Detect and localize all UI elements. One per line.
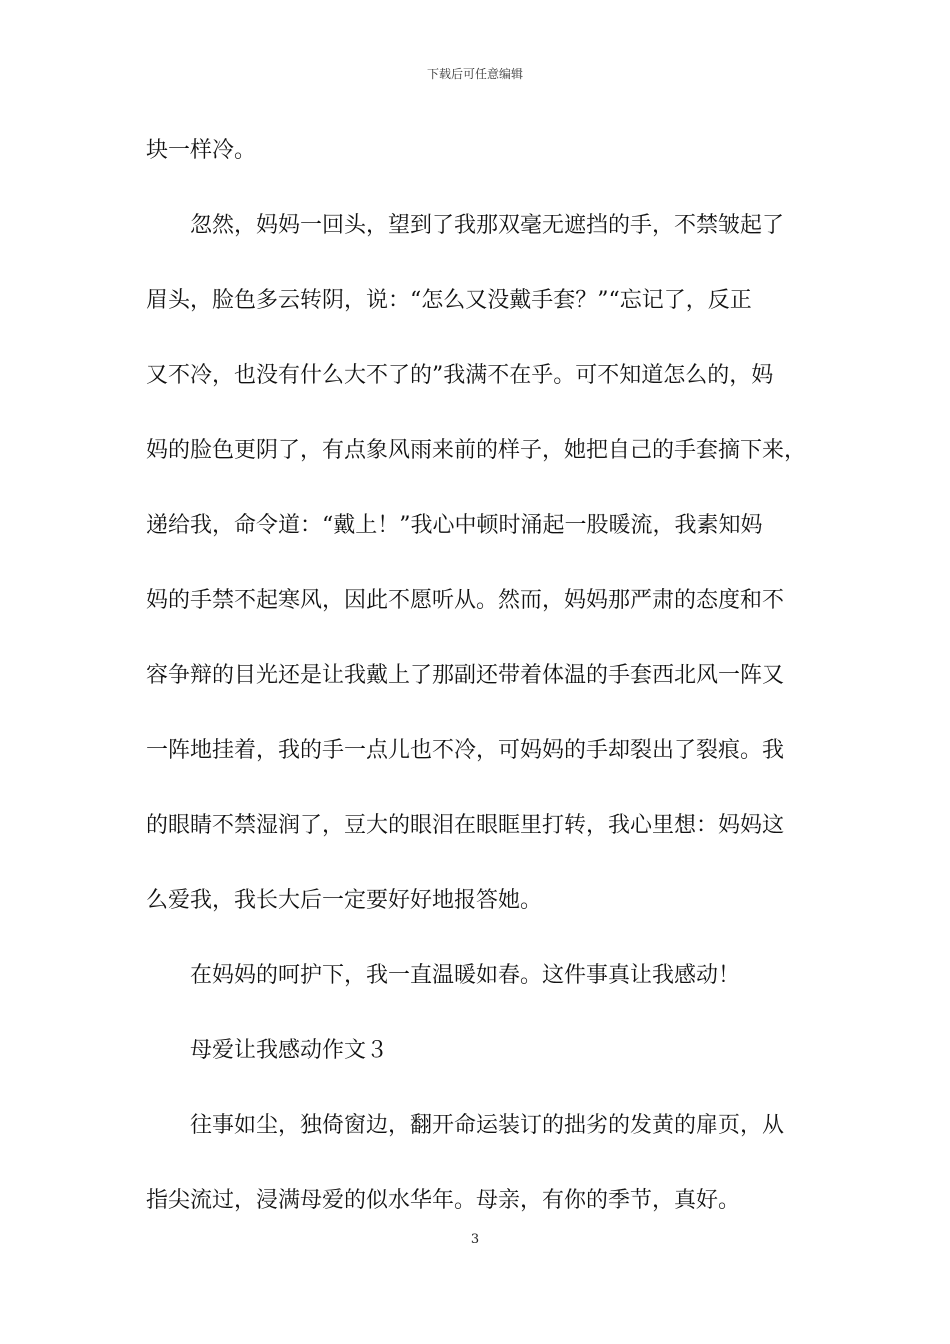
body-line: 的眼睛不禁湿润了，豆大的眼泪在眼眶里打转，我心里想：妈妈这	[146, 813, 785, 838]
body-line: 容争辩的目光还是让我戴上了那副还带着体温的手套西北风一阵又	[146, 663, 785, 688]
essay-title: 母爱让我感动作文３	[190, 1038, 389, 1063]
body-line: 指尖流过，浸满母爱的似水华年。母亲，有你的季节，真好。	[146, 1188, 741, 1213]
body-line: 么爱我，我长大后一定要好好地报答她。	[146, 888, 543, 913]
body-line: 又不冷，也没有什么大不了的”我满不在乎。可不知道怎么的，妈	[146, 363, 774, 388]
body-line: 眉头，脸色多云转阴，说：“怎么又没戴手套？”“忘记了，反正	[146, 288, 752, 313]
paragraph-first-line: 在妈妈的呵护下，我一直温暖如春。这件事真让我感动！	[190, 963, 741, 988]
body-line: 递给我，命令道：“戴上！”我心中顿时涌起一股暖流，我素知妈	[146, 513, 763, 538]
body-line: 妈的手禁不起寒风，因此不愿听从。然而，妈妈那严肃的态度和不	[146, 588, 785, 613]
page-number: 3	[470, 1232, 480, 1247]
paragraph-first-line: 往事如尘，独倚窗边，翻开命运装订的拙劣的发黄的扉页，从	[190, 1113, 785, 1138]
page-header: 下载后可任意编辑	[426, 67, 523, 81]
body-line: 一阵地挂着，我的手一点儿也不冷，可妈妈的手却裂出了裂痕。我	[146, 738, 785, 763]
body-line: 块一样冷。	[146, 138, 257, 163]
body-line: 妈的脸色更阴了，有点象风雨来前的样子，她把自己的手套摘下来，	[146, 438, 807, 463]
paragraph-first-line: 忽然，妈妈一回头，望到了我那双毫无遮挡的手，不禁皱起了	[190, 213, 785, 238]
